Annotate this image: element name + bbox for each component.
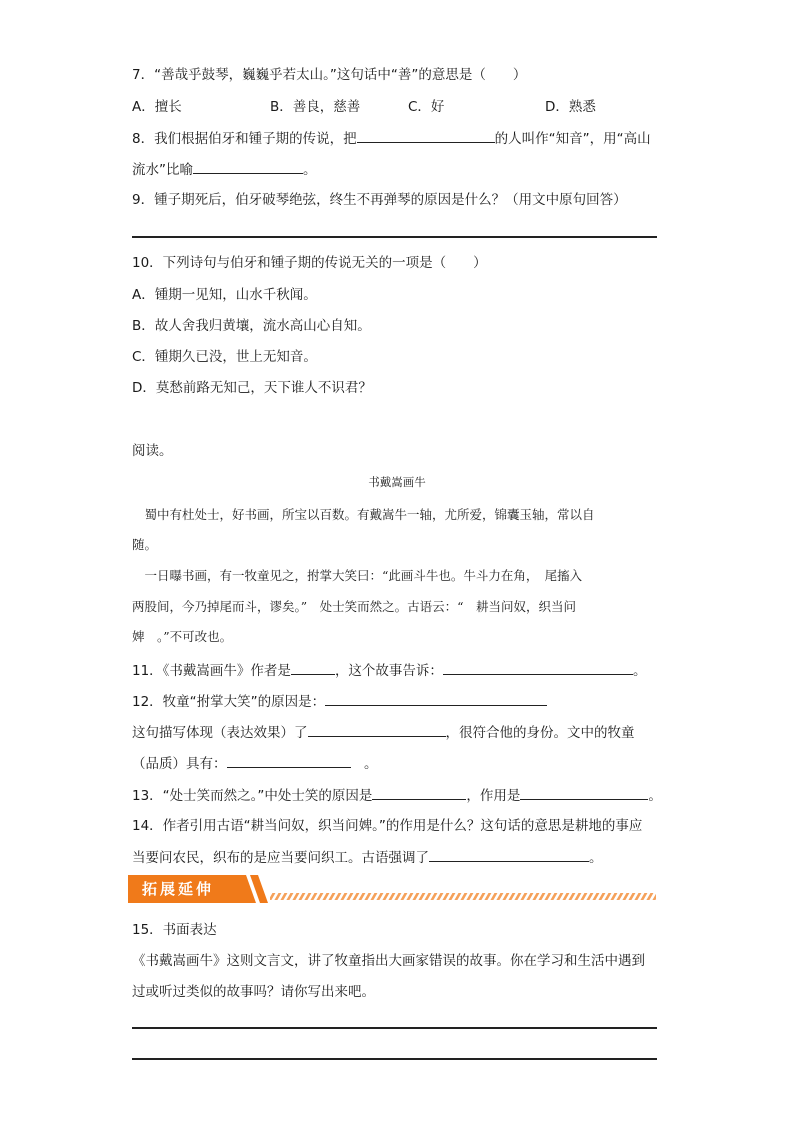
q12-text-e: 。 [350, 756, 378, 772]
q12-blank-effect[interactable] [308, 722, 446, 737]
q15-line2: 过或听过类似的故事吗？请你写出来吧。 [132, 984, 375, 1000]
q8-text-d: 。 [303, 162, 317, 178]
q14-text-a: 当要问农民，织布的是应当要问织工。古语强调了 [132, 850, 429, 866]
q13-text-c: 。 [648, 788, 662, 804]
q13-blank-function[interactable] [520, 785, 648, 800]
q12-blank-quality[interactable] [227, 753, 351, 768]
q12-line2 [132, 722, 635, 743]
passage-title: 书戴嵩画牛 [368, 475, 426, 489]
q12-text-b: 这句描写体现（表达效果）了 [132, 725, 308, 741]
q7-option-d[interactable]: D．熟悉 [545, 99, 596, 115]
q14-blank-emphasis[interactable] [429, 847, 589, 862]
q15-title: 15．书面表达 [132, 922, 217, 938]
q12-blank-reason[interactable] [325, 691, 547, 706]
q11-blank-author[interactable] [291, 660, 335, 675]
q12-line1 [132, 691, 547, 712]
q12-text-d: （品质）具有： [132, 756, 227, 772]
q8-text-b: 的人叫作“知音”，用“高山 [494, 131, 651, 147]
q12-line3 [132, 753, 378, 774]
q14-line2 [132, 847, 603, 868]
q8-line2 [132, 159, 317, 180]
q8-text-c: 流水”比喻 [132, 162, 193, 178]
q9-answer-line[interactable] [132, 236, 657, 238]
q15-answer-line-1[interactable] [132, 1027, 657, 1029]
q11-line [132, 660, 646, 681]
passage-line-5: 婢 。”不可改也。 [132, 629, 233, 644]
q9-text: 9．锺子期死后，伯牙破琴绝弦，终生不再弹琴的原因是什么？（用文中原句回答） [132, 192, 627, 208]
q11-text-c: 。 [632, 663, 647, 679]
q10-option-a[interactable]: A．锺期一见知，山水千秋闻。 [132, 287, 317, 303]
q14-text-b: 。 [589, 850, 603, 866]
q10-option-d[interactable]: D．莫愁前路无知己，天下谁人不识君？ [132, 380, 372, 396]
q15-answer-line-2[interactable] [132, 1058, 657, 1060]
q8-line1 [132, 128, 651, 149]
q12-text-a: 12．牧童“拊掌大笑”的原因是： [132, 694, 326, 710]
q13-line [132, 785, 662, 806]
reading-label: 阅读。 [132, 443, 173, 459]
q11-text-a: 11．《书戴嵩画牛》作者是 [132, 663, 291, 679]
q10-text: 10．下列诗句与伯牙和锺子期的传说无关的一项是（ ） [132, 255, 487, 271]
q8-text-a: 8．我们根据伯牙和锺子期的传说，把 [132, 131, 357, 147]
q13-text-a: 13．“处士笑而然之。”中处士笑的原因是 [132, 788, 373, 804]
q10-option-b[interactable]: B．故人舍我归黄壤，流水高山心自知。 [132, 318, 371, 334]
passage-line-2: 随。 [132, 537, 158, 552]
q13-text-b: ，作用是 [466, 788, 521, 804]
q7-option-b[interactable]: B．善良，慈善 [270, 99, 361, 115]
q10-option-c[interactable]: C．锺期久已没，世上无知音。 [132, 349, 317, 365]
section-banner-extension [128, 873, 658, 905]
q11-blank-lesson[interactable] [443, 660, 633, 675]
q7-text: 7．“善哉乎鼓琴，巍巍乎若太山。”这句话中“善”的意思是（ ） [132, 67, 527, 83]
passage-line-1: 蜀中有杜处士，好书画，所宝以百数。有戴嵩牛一轴，尤所爱，锦囊玉轴，常以自 [132, 507, 595, 522]
banner-label: 拓展延伸 [142, 880, 215, 898]
passage-line-3: 一日曝书画，有一牧童见之，拊掌大笑曰：“此画斗牛也。牛斗力在角， 尾搐入 [132, 568, 583, 583]
q7-option-c[interactable]: C．好 [408, 99, 445, 115]
q14-line1: 14．作者引用古语“耕当问奴，织当问婢。”的作用是什么？这句话的意思是耕地的事应 [132, 818, 643, 834]
q8-blank-2[interactable] [193, 159, 303, 174]
banner-hatched-bar [270, 893, 656, 900]
passage-line-4: 两股间，今乃掉尾而斗，谬矣。” 处士笑而然之。古语云：“ 耕当问奴，织当问 [132, 599, 577, 614]
q11-text-b: ，这个故事告诉： [334, 663, 443, 679]
q7-option-a[interactable]: A．擅长 [132, 99, 182, 115]
q12-text-c: ，很符合他的身份。文中的牧童 [445, 725, 635, 741]
q15-line1: 《书戴嵩画牛》这则文言文，讲了牧童指出大画家错误的故事。你在学习和生活中遇到 [132, 953, 645, 969]
q13-blank-reason[interactable] [372, 785, 466, 800]
q8-blank-1[interactable] [357, 128, 495, 143]
